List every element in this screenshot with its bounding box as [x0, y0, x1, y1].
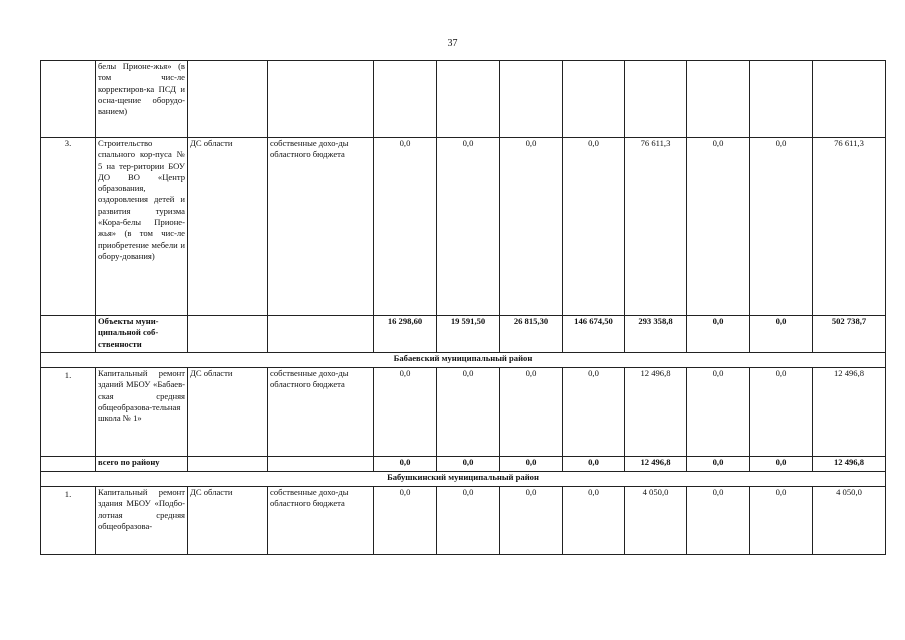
value-cell: 4 050,0	[813, 487, 886, 555]
section-header-babushkinsky	[41, 472, 886, 487]
table-row-babaevsky-total	[41, 457, 886, 472]
value-cell: 0,0	[500, 138, 563, 316]
row-index: 1.	[41, 487, 96, 555]
value-cell: 76 611,3	[625, 138, 687, 316]
budget-table	[40, 60, 886, 555]
value-cell: 76 611,3	[813, 138, 886, 316]
section-title: Бабаевский муниципальный район	[41, 353, 886, 368]
total-cell: 16 298,60	[374, 316, 437, 353]
row-source: ДС области	[188, 368, 268, 457]
total-label: Объекты муни-ципальной соб-ственности	[96, 316, 188, 353]
total-cell: 12 496,8	[625, 457, 687, 472]
total-cell: 0,0	[750, 457, 813, 472]
value-cell: 0,0	[563, 368, 625, 457]
value-cell: 0,0	[437, 487, 500, 555]
table-row-babaevsky-1	[41, 368, 886, 457]
value-cell: 0,0	[687, 368, 750, 457]
row-funding: собственные дохо-ды областного бюджета	[268, 487, 374, 555]
section-header-babaevsky	[41, 353, 886, 368]
total-cell: 0,0	[374, 457, 437, 472]
value-cell: 0,0	[750, 368, 813, 457]
row-name: Капитальный ремонт зданий МБОУ «Бабаев-ская средняя общеобразова-тельная школа № 1»	[96, 368, 188, 457]
value-cell: 0,0	[500, 368, 563, 457]
table-row-babushkinsky-1	[41, 487, 886, 555]
row-funding: собственные дохо-ды областного бюджета	[268, 368, 374, 457]
value-cell: 0,0	[500, 487, 563, 555]
total-cell: 502 738,7	[813, 316, 886, 353]
value-cell: 0,0	[374, 368, 437, 457]
value-cell: 0,0	[750, 138, 813, 316]
total-cell: 146 674,50	[563, 316, 625, 353]
value-cell: 0,0	[687, 138, 750, 316]
total-cell: 12 496,8	[813, 457, 886, 472]
section-title: Бабушкинский муниципальный район	[41, 472, 886, 487]
table-row-3	[41, 138, 886, 316]
row-name: Капитальный ремонт здания МБОУ «Подбо-лотная средняя общеобразова-	[96, 487, 188, 555]
row-source: ДС области	[188, 487, 268, 555]
page-number: 37	[447, 38, 458, 49]
total-cell: 26 815,30	[500, 316, 563, 353]
value-cell: 4 050,0	[625, 487, 687, 555]
total-cell: 0,0	[750, 316, 813, 353]
value-cell: 12 496,8	[625, 368, 687, 457]
row-name: Строительство спального кор-пуса № 5 на тер-ритории БОУ ДО ВО «Центр образования, оздоровления детей и развития туризма «Кора-белы Прионе-жья» (в том чис-ле приобретение мебели и обору-дования)	[96, 138, 188, 316]
value-cell: 0,0	[437, 368, 500, 457]
row-name: белы Прионе-жья» (в том чис-ле корректиров-ка ПСД и осна-щение оборудо-ванием)	[96, 61, 188, 138]
table-row-municipal-total	[41, 316, 886, 353]
total-label: всего по району	[96, 457, 188, 472]
total-cell: 293 358,8	[625, 316, 687, 353]
row-index: 1.	[41, 368, 96, 457]
value-cell: 0,0	[563, 138, 625, 316]
value-cell: 0,0	[437, 138, 500, 316]
value-cell: 0,0	[374, 487, 437, 555]
value-cell: 0,0	[563, 487, 625, 555]
table-row-continued	[41, 61, 886, 138]
row-source: ДС области	[188, 138, 268, 316]
total-cell: 0,0	[687, 457, 750, 472]
value-cell: 0,0	[750, 487, 813, 555]
total-cell: 19 591,50	[437, 316, 500, 353]
value-cell: 0,0	[374, 138, 437, 316]
row-index: 3.	[41, 138, 96, 316]
row-funding: собственные дохо-ды областного бюджета	[268, 138, 374, 316]
value-cell: 0,0	[687, 487, 750, 555]
row-index	[41, 61, 96, 138]
total-cell: 0,0	[500, 457, 563, 472]
total-cell: 0,0	[563, 457, 625, 472]
total-cell: 0,0	[687, 316, 750, 353]
value-cell: 12 496,8	[813, 368, 886, 457]
total-cell: 0,0	[437, 457, 500, 472]
